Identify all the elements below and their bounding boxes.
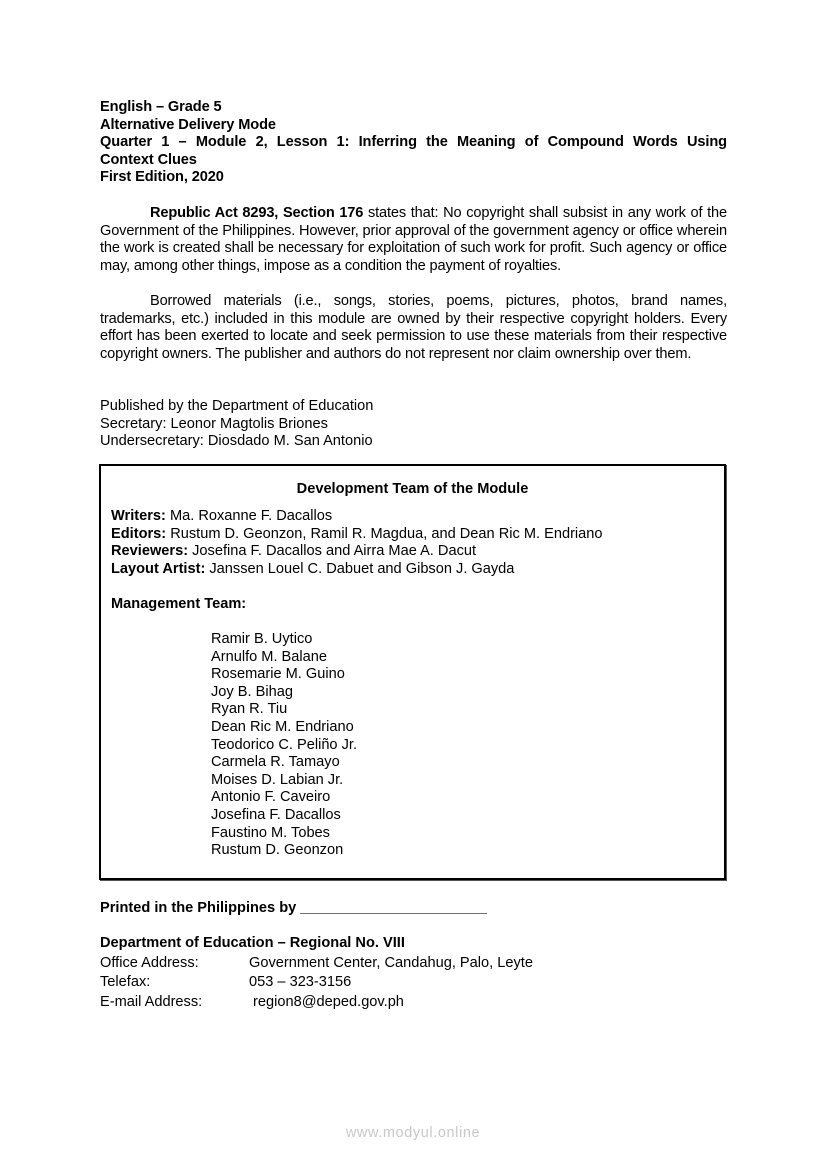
email-label: E-mail Address: [100, 993, 203, 1010]
credits-list [111, 508, 603, 578]
management-member: Moises D. Labian Jr. [211, 771, 344, 788]
regional-office-block [100, 934, 533, 1012]
layout-artist-row [111, 561, 603, 579]
lesson-title-line2: Context Clues [100, 151, 197, 168]
regional-office-header: Department of Education – Regional No. VIII [100, 935, 405, 951]
writers-label: Writers: [111, 508, 166, 524]
management-member: Antonio F. Caveiro [211, 789, 331, 806]
telefax-row [100, 973, 533, 993]
title-block [100, 99, 727, 187]
management-member: Arnulfo M. Balane [211, 648, 328, 665]
law-reference: Republic Act 8293, Section 176 [150, 205, 364, 221]
management-member: Teodorico C. Peliño Jr. [211, 736, 358, 753]
publisher-block [100, 398, 373, 451]
watermark: www.modyul.online [345, 1125, 481, 1141]
office-address-row [100, 954, 533, 974]
lesson-title-line1: Quarter 1 – Module 2, Lesson 1: Inferring the Meaning of Compound Words Using [100, 134, 727, 151]
office-address-value: Government Center, Candahug, Palo, Leyte [249, 954, 533, 971]
office-address-label: Office Address: [100, 954, 199, 971]
borrowed-materials-paragraph [100, 293, 727, 363]
telefax-label: Telefax: [100, 974, 151, 990]
management-member: Rosemarie M. Guino [211, 666, 345, 683]
management-member: Rustum D. Geonzon [211, 842, 344, 859]
dev-team-title: Development Team of the Module [296, 481, 529, 497]
printed-by-line: Printed in the Philippines by _______________________ [100, 900, 487, 916]
subject-line: English – Grade 5 [100, 99, 222, 115]
telefax-value: 053 – 323-3156 [249, 974, 352, 990]
management-team-label: Management Team: [111, 596, 247, 612]
management-member: Joy B. Bihag [211, 683, 293, 700]
management-member: Faustino M. Tobes [211, 824, 330, 841]
writers-value: Ma. Roxanne F. Dacallos [165, 508, 333, 524]
law-text: states that: No copyright shall subsist in any work of the Government of the Philippines. However, prior approval of the government agency or office wherein the work is created shall be necessary for exploitation of such work for profit. Such agency or office may, among other things, impose as a condition the payment of royalties. [100, 205, 727, 274]
copyright-paragraph [100, 205, 727, 275]
editors-row [111, 526, 603, 544]
reviewers-value: Josefina F. Dacallos and Airra Mae A. Dacut [188, 543, 477, 560]
management-team-list [211, 631, 357, 860]
management-member: Carmela R. Tamayo [211, 754, 340, 771]
undersecretary: Undersecretary: Diosdado M. San Antonio [100, 433, 373, 450]
management-member: Ramir B. Uytico [211, 631, 313, 647]
layout-artist-value: Janssen Louel C. Dabuet and Gibson J. Gayda [205, 560, 515, 577]
email-value: region8@deped.gov.ph [249, 993, 404, 1010]
management-member: Dean Ric M. Endriano [211, 718, 354, 735]
published-by: Published by the Department of Education [100, 398, 374, 414]
reviewers-row [111, 543, 603, 561]
management-member: Ryan R. Tiu [211, 701, 288, 718]
editors-label: Editors: [111, 525, 167, 542]
layout-artist-label: Layout Artist: [111, 560, 206, 577]
email-row [100, 993, 533, 1013]
mode-line: Alternative Delivery Mode [100, 116, 276, 133]
editors-value: Rustum D. Geonzon, Ramil R. Magdua, and Dean Ric M. Endriano [166, 525, 603, 542]
writers-row [111, 508, 603, 526]
reviewers-label: Reviewers: [111, 543, 189, 560]
secretary: Secretary: Leonor Magtolis Briones [100, 415, 328, 432]
development-team-box [99, 464, 726, 880]
edition-line: First Edition, 2020 [100, 169, 224, 186]
management-member: Josefina F. Dacallos [211, 806, 341, 823]
borrowed-text: Borrowed materials (i.e., songs, stories, poems, pictures, photos, brand names, trademarks, etc.) included in this module are owned by their respective copyright holders. Every effort has been exerted to locate and seek permission to use these materials from their respective copyright owners. The publisher and authors do not represent nor claim ownership over them. [100, 293, 727, 362]
